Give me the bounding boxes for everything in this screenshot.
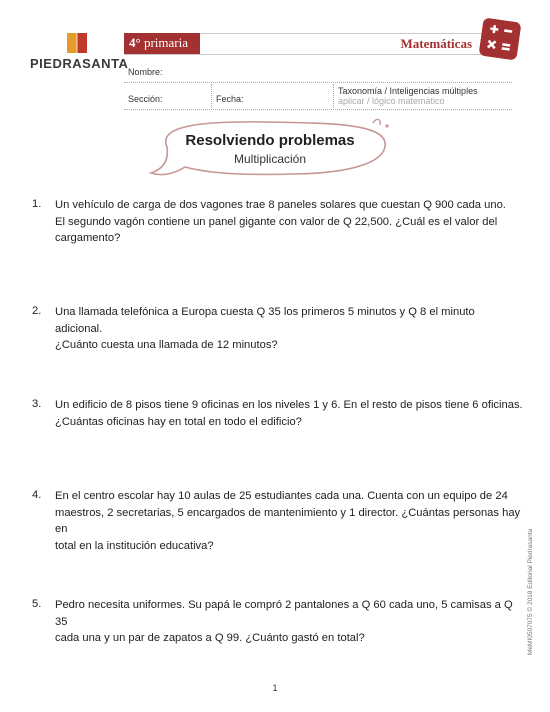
taxonomy-value: aplicar / lógico matemático	[338, 96, 445, 106]
problem-text: Una llamada telefónica a Europa cuesta Q 35 los primeros 5 minutos y Q 8 el minuto adicional. ¿Cuánto cuesta una llamada de 12 minutos?	[55, 306, 475, 351]
subject-title: Matemáticas	[400, 36, 472, 51]
field-divider	[333, 84, 334, 108]
problem-number: 3.	[32, 398, 42, 410]
taxonomy-label: Taxonomía / Inteligencias múltiples	[338, 86, 478, 96]
problem-number: 1.	[32, 198, 42, 210]
problem-text: Un vehículo de carga de dos vagones trae 8 paneles solares que cuestan Q 900 cada uno. El segundo vagón contiene un panel gigante con valor de Q 22,500. ¿Cuál es el valor del cargamento?	[55, 199, 506, 244]
copyright-note: MeMI0507075 © 2018 Editorial Piedrasanta	[527, 528, 534, 655]
book-logo-icon	[66, 32, 88, 54]
problem-number: 5.	[32, 598, 42, 610]
field-divider	[211, 84, 212, 108]
page-number: 1	[272, 683, 278, 693]
brand-name: PIEDRASANTA	[30, 56, 129, 71]
section-field[interactable]	[124, 109, 512, 110]
problem-text: Un edificio de 8 pisos tiene 9 oficinas en los niveles 1 y 6. En el resto de pisos tiene 6 oficinas. ¿Cuántas oficinas hay en total en todo el edificio?	[55, 399, 523, 428]
section-label: Sección:	[128, 94, 163, 104]
problem-number: 4.	[32, 489, 42, 501]
problem-text: Pedro necesita uniformes. Su papá le compró 2 pantalones a Q 60 cada uno, 5 camisas a Q 35 cada una y un par de zapatos a Q 99. ¿Cuánto gastó en total?	[55, 599, 513, 644]
problem-number: 2.	[32, 305, 42, 317]
worksheet-subtitle: Multiplicación	[233, 152, 307, 166]
math-operations-icon	[479, 18, 522, 61]
worksheet-title: Resolviendo problemas	[185, 132, 355, 149]
grade-label: 4° primaria	[129, 35, 188, 50]
date-label: Fecha:	[216, 94, 244, 104]
name-label: Nombre:	[128, 67, 163, 77]
name-field[interactable]	[124, 82, 512, 83]
problem-text: En el centro escolar hay 10 aulas de 25 estudiantes cada una. Cuenta con un equipo de 24 maestros, 2 secretarias, 5 encargados de mantenimiento y 1 director. ¿Cuántas personas hay en total en la institución educativa?	[55, 490, 521, 552]
